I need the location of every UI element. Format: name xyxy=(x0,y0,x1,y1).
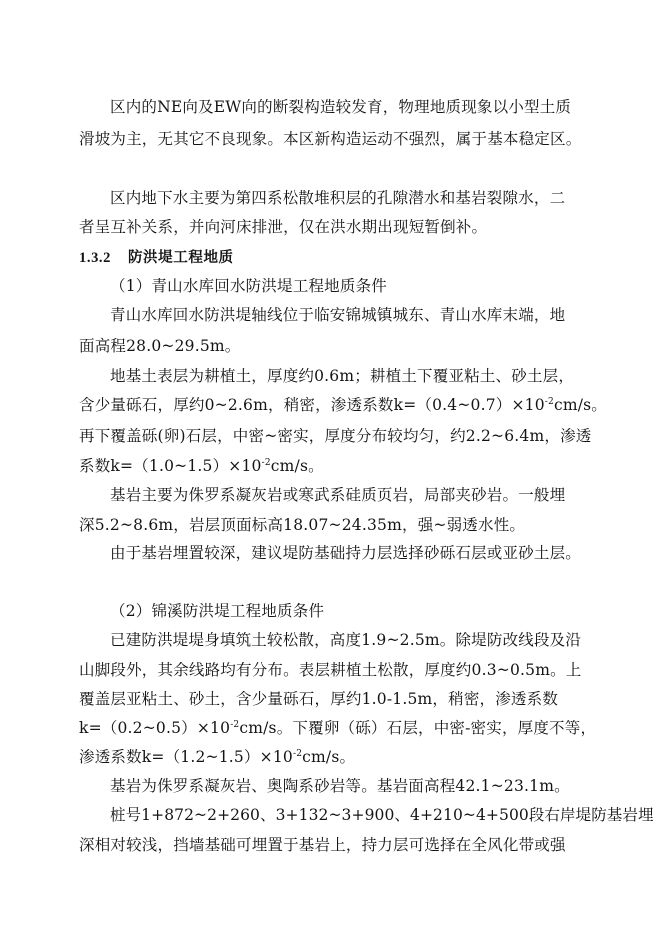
sub1-line-6-text: 系数k=（1.0~1.5）×10 xyxy=(79,457,262,475)
para-fault-line-2: 滑坡为主，无其它不良现象。本区新构造运动不强烈，属于基本稳定区。 xyxy=(79,130,582,148)
section-heading xyxy=(79,246,234,267)
sub1-title: （1）青山水库回水防洪堤工程地质条件 xyxy=(110,277,387,295)
sub1-line-5: 再下覆盖砾(卵)石层，中密~密实，厚度分布较均匀，约2.2~6.4m，渗透 xyxy=(79,427,592,445)
sub2-line-7: 桩号1+872~2+260、3+132~3+900、4+210~4+500段右岸堤防基岩埋 xyxy=(110,806,654,824)
sub2-line-4 xyxy=(79,716,596,738)
sub2-line-4-text: k=（0.2~0.5）×10 xyxy=(79,719,231,737)
sub1-line-4 xyxy=(79,393,607,415)
sub1-line-9: 由于基岩埋置较深，建议堤防基础持力层选择砂砾石层或亚砂土层。 xyxy=(110,544,582,562)
sub1-unit-b: cm/s。 xyxy=(270,457,324,475)
sub1-line-6 xyxy=(79,454,324,476)
sub1-line-7: 基岩主要为侏罗系凝灰岩或寒武系硅质页岩，局部夹砂岩。一般埋 xyxy=(110,486,566,504)
sub1-unit-a: cm/s。 xyxy=(553,396,608,414)
sub2-line-5-text: 渗透系数k=（1.2~1.5）×10 xyxy=(79,748,293,766)
sub2-line-2: 山脚段外，其余线路均有分布。表层耕植土松散，厚度约0.3~0.5m。上 xyxy=(79,661,582,679)
sub2-unit-b: cm/s。 xyxy=(302,748,356,766)
para-groundwater-line-1: 区内地下水主要为第四系松散堆积层的孔隙潜水和基岩裂隙水，二 xyxy=(110,189,566,207)
sub2-line-1: 已建防洪堤堤身填筑土较松散，高度1.9~2.5m。除堤防改线段及沿 xyxy=(110,631,582,649)
sub1-line-4-text: 含少量砾石，厚约0~2.6m，稍密，渗透系数k=（0.4~0.7）×10 xyxy=(79,396,545,414)
section-title: 防洪堤工程地质 xyxy=(127,250,234,266)
sub2-line-4-rest: cm/s。下覆卵（砾）石层，中密-密实，厚度不等， xyxy=(239,719,597,737)
sub2-title: （2）锦溪防洪堤工程地质条件 xyxy=(110,602,325,620)
sub1-exponent-a: -2 xyxy=(544,397,554,407)
para-groundwater-line-2: 者呈互补关系，并向河床排泄，仅在洪水期出现短暂倒补。 xyxy=(79,218,488,236)
sub1-exponent-b: -2 xyxy=(261,458,271,468)
sub2-exponent-a: -2 xyxy=(230,720,240,730)
sub2-line-6: 基岩为侏罗系凝灰岩、奥陶系砂岩等。基岩面高程42.1~23.1m。 xyxy=(110,777,570,795)
sub2-line-5 xyxy=(79,745,355,767)
sub1-line-1: 青山水库回水防洪堤轴线位于临安锦城镇城东、青山水库末端，地 xyxy=(110,306,566,324)
sub2-line-8: 深相对较浅，挡墙基础可埋置于基岩上，持力层可选择在全风化带或强 xyxy=(79,836,566,854)
para-fault-line-1: 区内的NE向及EW向的断裂构造较发育，物理地质现象以小型土质 xyxy=(110,98,572,116)
sub2-exponent-b: -2 xyxy=(292,749,303,759)
sub1-line-3: 地基土表层为耕植土，厚度约0.6m；耕植土下覆亚粘土、砂土层， xyxy=(110,367,575,385)
sub2-line-3: 覆盖层亚粘土、砂土，含少量砾石，厚约1.0-1.5m，稍密，渗透系数 xyxy=(79,690,559,708)
sub1-line-8: 深5.2~8.6m，岩层顶面标高18.07~24.35m，强~弱透水性。 xyxy=(79,516,526,534)
sub1-line-2: 面高程28.0~29.5m。 xyxy=(79,337,241,355)
section-number: 1.3.2 xyxy=(79,250,111,266)
